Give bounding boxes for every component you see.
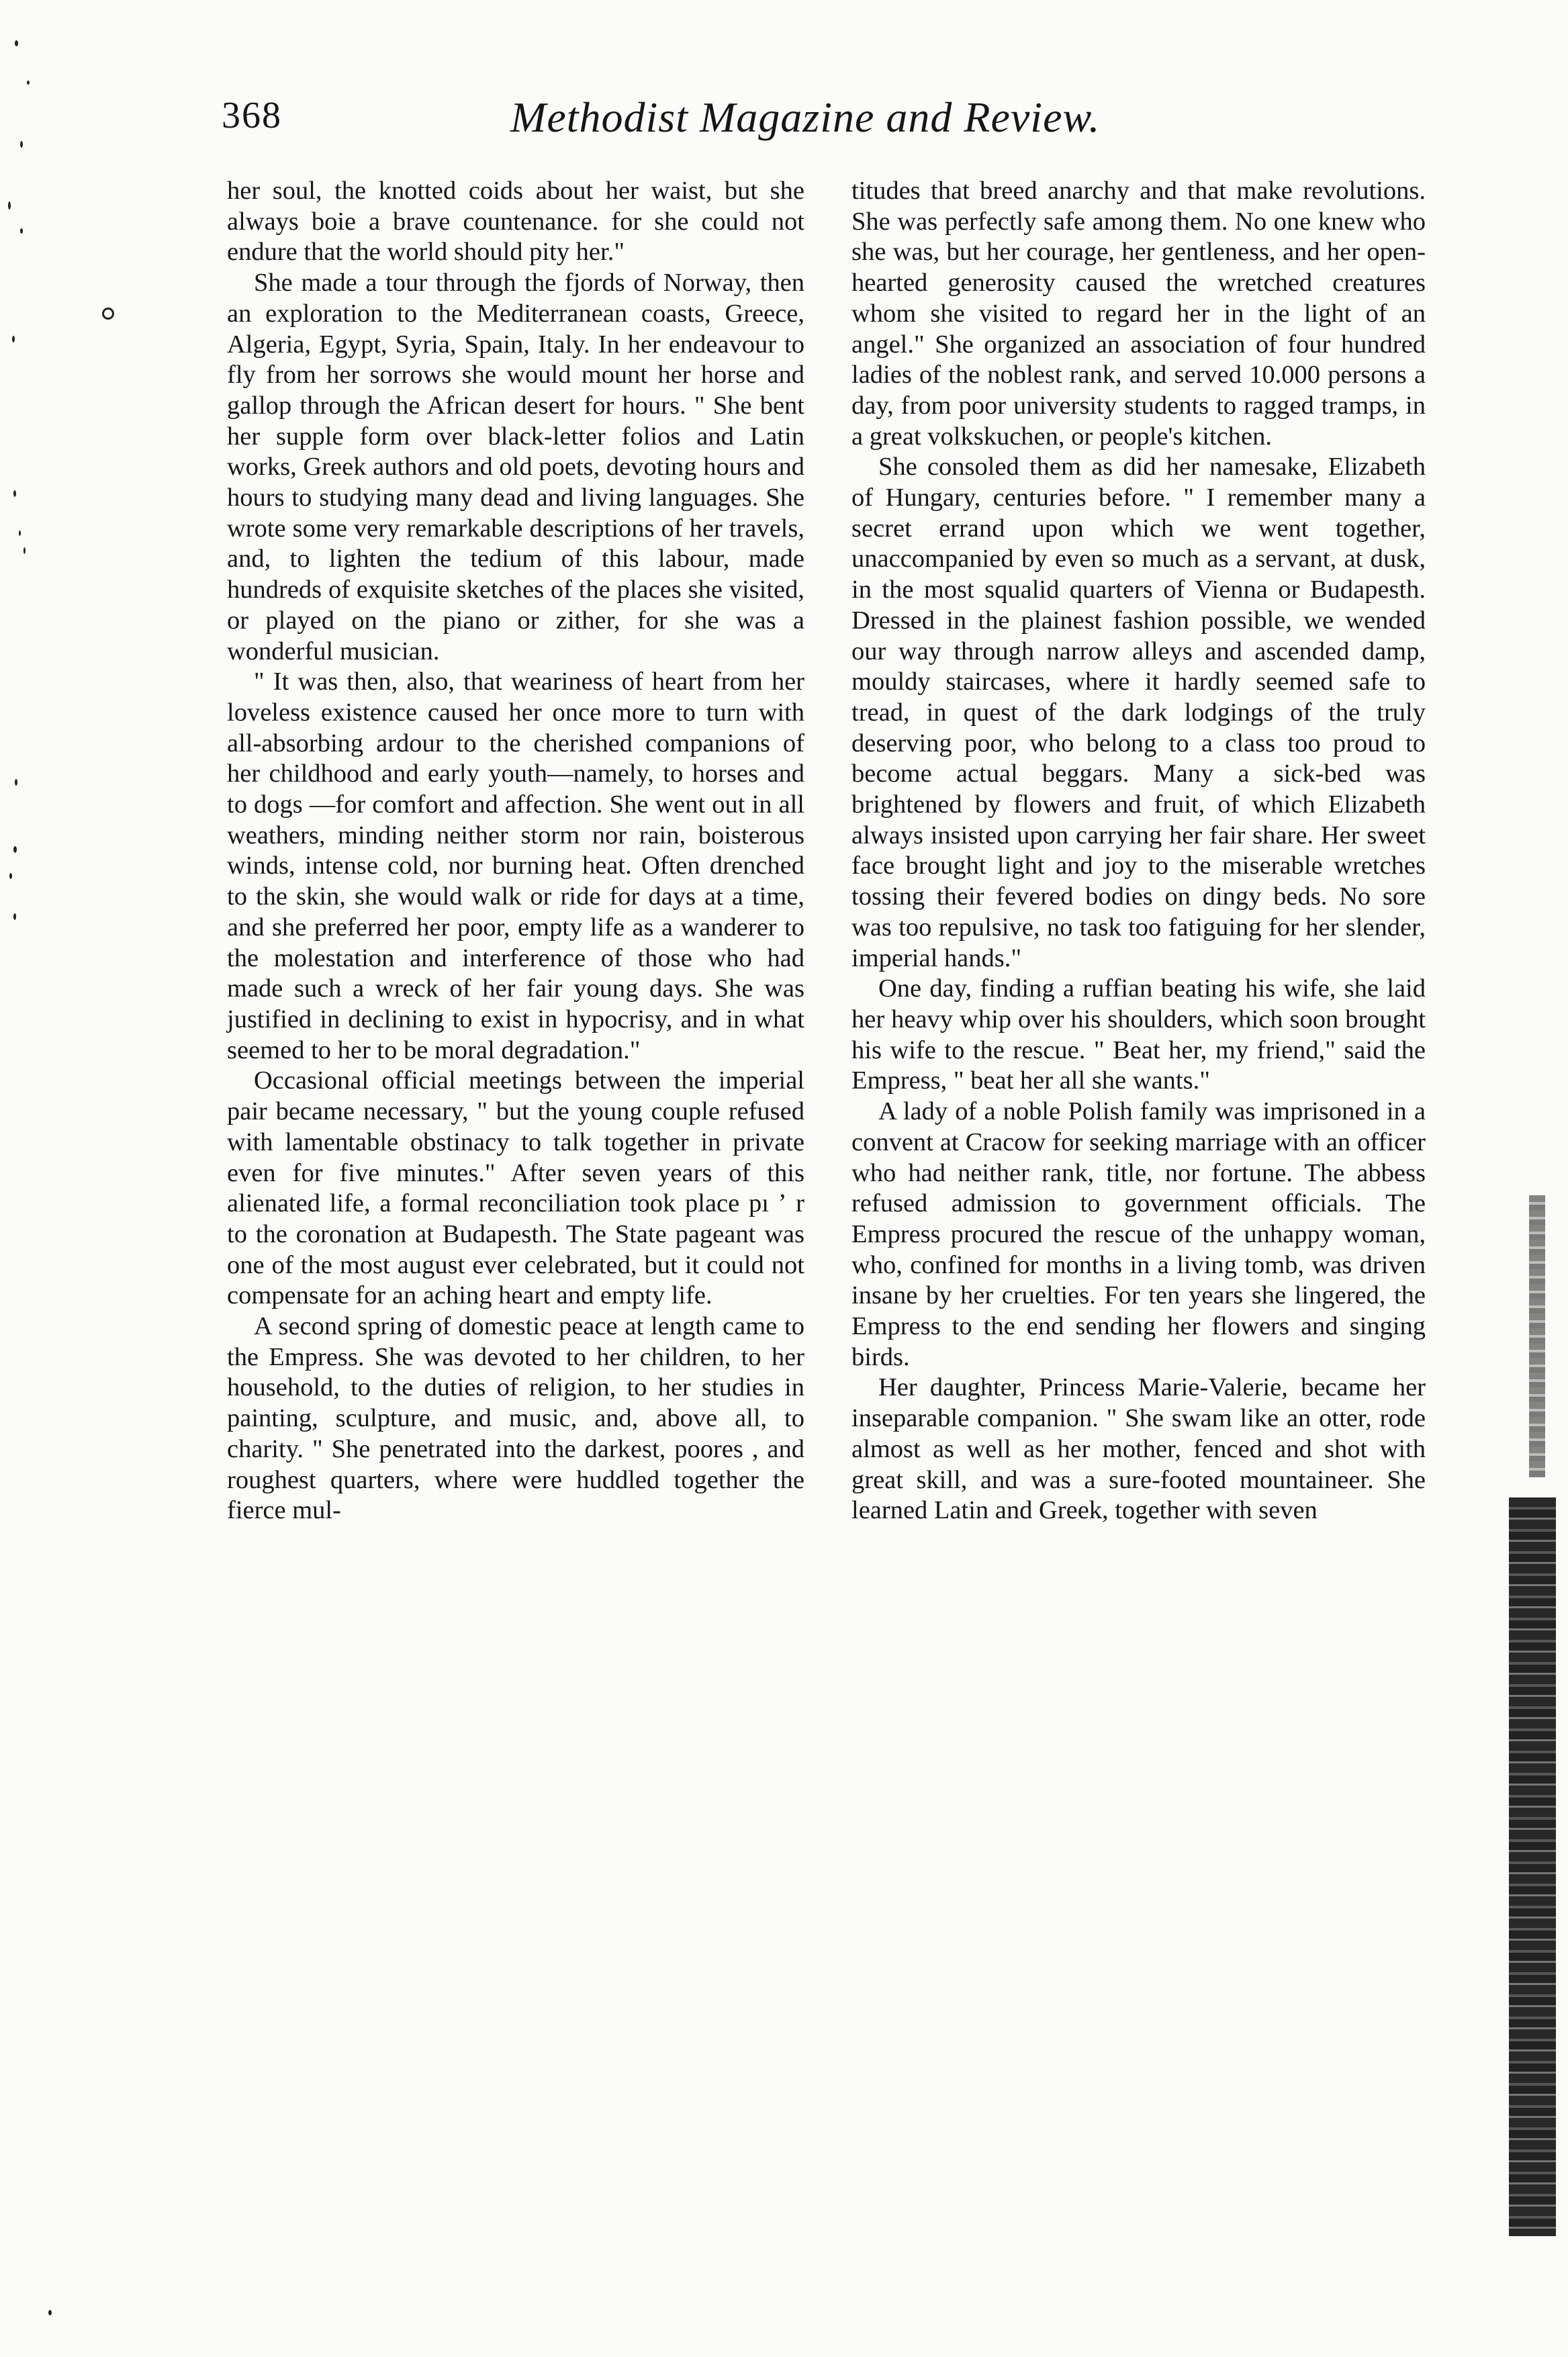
page-header (222, 94, 1430, 154)
right-column (851, 176, 1426, 1526)
scan-ring (102, 308, 114, 320)
right-paragraph-3: One day, finding a ruffian beating his wife, she laid her heavy whip over his shoulders, which soon brought his wife to the rescue. " Beat her, my friend," said the Empress, " beat her all she wants." (851, 974, 1426, 1095)
scan-speck (20, 141, 23, 148)
binding-edge (1509, 1497, 1556, 2236)
right-paragraph-1: titudes that breed anarchy and that make revolutions. She was perfectly safe among them. No one knew who she was, but her courage, her gentleness, and her open-hearted generosity caused the wretched creatures whom she visited to regard her in the light of an angel." She organized an association of four hundred ladies of the noblest rank, and served 10.000 persons a day, from poor university students to ragged tramps, in a great volkskuchen, or people's kitchen. (851, 177, 1426, 451)
left-paragraph-4: Occasional official meetings between the imperial pair became necessary, " but the young couple refused with lamentable obstinacy to talk together in private even for five minutes." After seven years of this alienated life, a formal reconciliation took place pı ʼ r to the coronation at Budapesth. The State pageant was one of the most august ever celebrated, but it could not compensate for an aching heart and empty life. (227, 1066, 804, 1310)
page-number: 368 (222, 95, 282, 136)
scan-speck (9, 873, 12, 879)
running-title: Methodist Magazine and Review. (510, 93, 1101, 141)
left-paragraph-2: She made a tour through the fjords of Norway, then an exploration to the Mediterranean coasts, Greece, Algeria, Egypt, Syria, Spain, Italy. In her endeavour to fly from her sorrows she would mount her horse and gallop through the African desert for hours. " She bent her supple form over black-letter folios and Latin works, Greek authors and old poets, devoting hours and hours to studying many dead and living languages. She wrote some very remarkable descriptions of her travels, and, to lighten the tedium of this labour, made hundreds of exquisite sketches of the places she visited, or played on the piano or zither, for she was a wonderful musician. (227, 269, 804, 665)
left-column (227, 176, 804, 1526)
scan-speck (8, 201, 11, 210)
right-paragraph-5: Her daughter, Princess Marie-Valerie, became her inseparable companion. " She swam like an otter, rode almost as well as her mother, fenced and shot with great skill, and was a sure-footed mountaineer. She learned Latin and Greek, together with seven (851, 1373, 1426, 1525)
left-paragraph-5: A second spring of domestic peace at length came to the Empress. She was devoted to her children, to her household, to the duties of religion, to her studies in painting, sculpture, and music, and, above all, to charity. " She penetrated into the darkest, poores , and roughest quarters, where were huddled together the fierce mul- (227, 1312, 804, 1525)
binding-edge-faint (1529, 1195, 1545, 1477)
scan-speck (13, 846, 17, 853)
left-paragraph-3: " It was then, also, that weariness of heart from her loveless existence caused her once more to turn with all-absorbing ardour to the cherished companions of her childhood and early youth—namely, to horses and to dogs —for comfort and affection. She went out in all weathers, minding neither storm nor rain, boisterous winds, intense cold, nor burning heat. Often drenched to the skin, she would walk or ride for days at a time, and she preferred her poor, empty life as a wanderer to the molestation and interference of those who had made such a wreck of her fair young days. She was justified in declining to exist in hypocrisy, and in what seemed to her to be moral degradation." (227, 667, 804, 1064)
scan-speck (15, 779, 17, 786)
scan-speck (48, 2310, 52, 2315)
scan-speck (12, 336, 15, 342)
scan-speck (13, 913, 16, 920)
scan-speck (15, 40, 18, 46)
scan-speck (19, 530, 21, 536)
scan-speck (13, 490, 16, 497)
scan-speck (20, 228, 23, 234)
scan-speck (27, 81, 30, 85)
right-paragraph-4: A lady of a noble Polish family was imprisoned in a convent at Cracow for seeking marriage with an officer who had neither rank, title, nor fortune. The abbess refused admission to government officials. The Empress procured the rescue of the unhappy woman, who, confined for months in a living tomb, was driven insane by her cruelties. For ten years she lingered, the Empress to the end sending her flowers and singing birds. (851, 1097, 1426, 1371)
right-paragraph-2: She consoled them as did her namesake, Elizabeth of Hungary, centuries before. " I remember many a secret errand upon which we went together, unaccompanied by even so much as a servant, at dusk, in the most squalid quarters of Vienna or Budapesth. Dressed in the plainest fashion possible, we wended our way through narrow alleys and ascended damp, mouldy staircases, where it hardly seemed safe to tread, in quest of the dark lodgings of the truly deserving poor, who belong to a class too proud to become actual beggars. Many a sick-bed was brightened by flowers and fruit, of which Elizabeth always insisted upon carrying her fair share. Her sweet face brought light and joy to the miserable wretches tossing their fevered bodies on dingy beds. No sore was too repulsive, no task too fatiguing for her slender, imperial hands." (851, 453, 1426, 972)
scan-speck (24, 547, 26, 554)
left-paragraph-1: her soul, the knotted coids about her waist, but she always boie a brave countenance. for she could not endure that the world should pity her." (227, 177, 804, 267)
